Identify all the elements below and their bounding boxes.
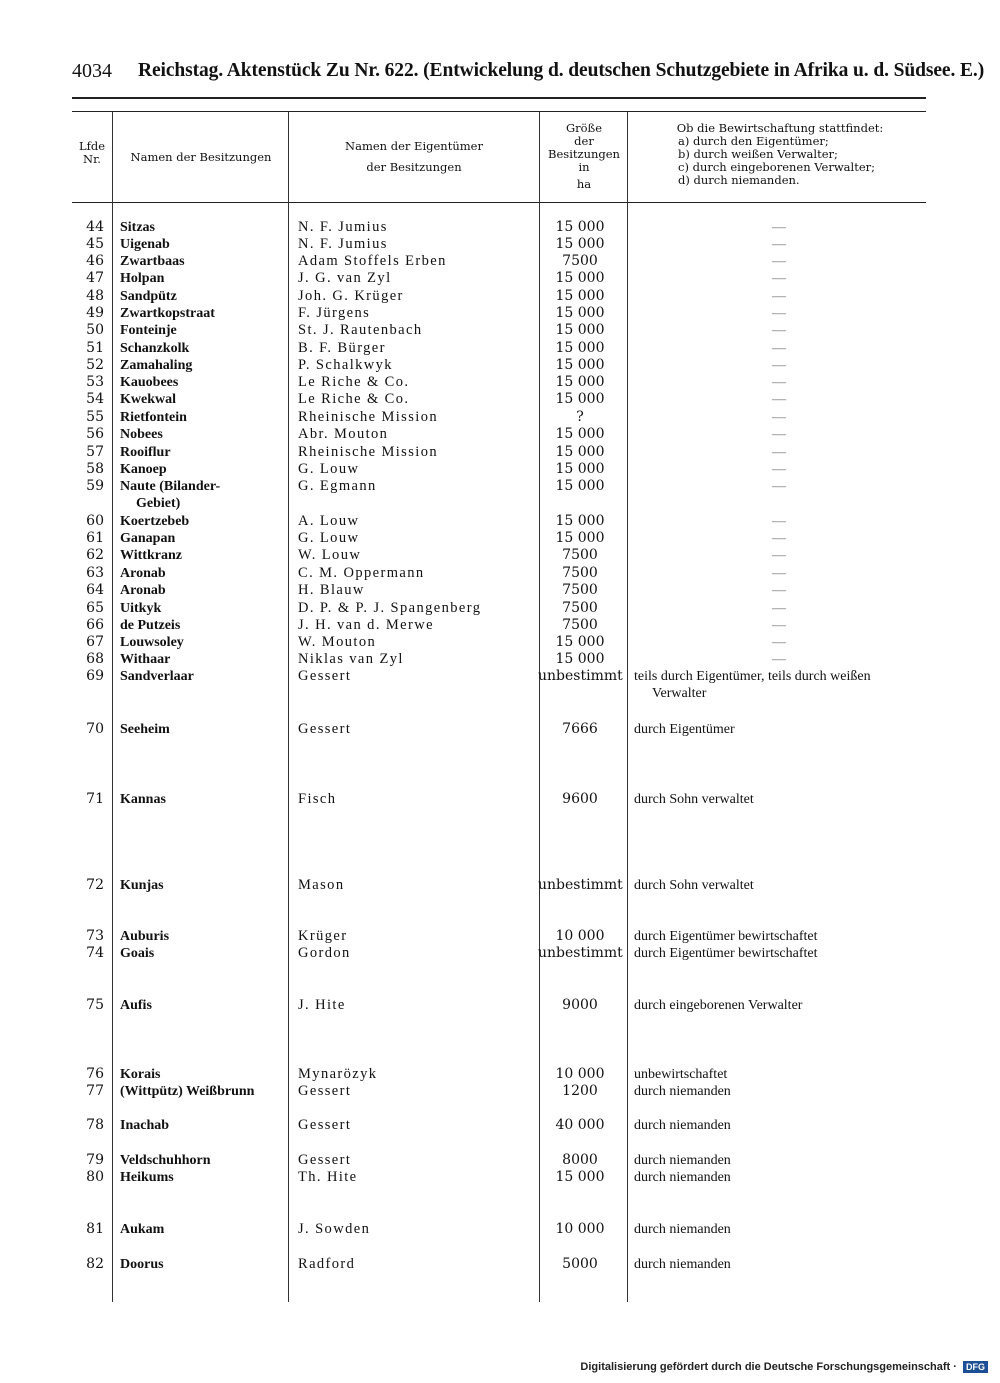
estate-size: 15 000 — [555, 270, 605, 286]
estate-name: Aukam — [120, 1222, 165, 1237]
estate-name: de Putzeis — [120, 618, 181, 633]
estate-name: Zwartbaas — [120, 254, 185, 269]
management-status: durch niemanden — [634, 1222, 731, 1237]
owner-name: St. J. Rautenbach — [298, 322, 423, 338]
column-header-nr — [74, 140, 110, 166]
owner-name: N. F. Jumius — [298, 219, 388, 235]
estate-size: 7500 — [562, 600, 598, 616]
row-number: 76 — [86, 1066, 104, 1082]
row-number: 45 — [86, 236, 104, 252]
row-number: 78 — [86, 1117, 104, 1133]
owner-name: Th. Hite — [298, 1169, 358, 1185]
estate-name: (Wittpütz) Weißbrunn — [120, 1084, 255, 1099]
estate-size: 15 000 — [555, 426, 605, 442]
row-number: 59 — [86, 478, 104, 494]
header-line: Namen der Eigentümer — [345, 139, 483, 153]
estate-name: Kunjas — [120, 878, 164, 893]
header-line: Ob die Bewirtschaftung stattfindet: — [676, 121, 884, 135]
column-header-owner — [292, 140, 536, 174]
column-divider — [288, 112, 289, 1302]
estate-size: 9600 — [562, 791, 598, 807]
owner-name: J. G. van Zyl — [298, 270, 392, 286]
estate-name: Louwsoley — [120, 635, 184, 650]
estate-size: 1200 — [562, 1083, 598, 1099]
header-line: Lfde — [78, 139, 106, 153]
row-number: 71 — [86, 791, 104, 807]
table-rule-header — [72, 202, 926, 203]
management-status: — — [772, 410, 786, 425]
owner-name: D. P. & P. J. Spangenberg — [298, 600, 482, 616]
management-status: — — [772, 548, 786, 563]
header-line: b) durch weißen Verwalter; — [678, 147, 838, 161]
estate-size: 7666 — [562, 721, 598, 737]
row-number: 56 — [86, 426, 104, 442]
header-line: ha — [576, 177, 592, 191]
row-number: 51 — [86, 340, 104, 356]
management-status: — — [772, 566, 786, 581]
row-number: 69 — [86, 668, 104, 684]
management-status: — — [772, 254, 786, 269]
estate-name: Heikums — [120, 1170, 174, 1185]
row-number: 80 — [86, 1169, 104, 1185]
owner-name: Gessert — [298, 668, 352, 684]
management-status: — — [772, 323, 786, 338]
management-status: — — [772, 392, 786, 407]
column-divider — [627, 112, 628, 1302]
estate-size: 15 000 — [555, 340, 605, 356]
management-status: durch Sohn verwaltet — [634, 878, 754, 893]
estate-size: 15 000 — [555, 357, 605, 373]
header-line: Nr. — [83, 152, 101, 166]
row-number: 66 — [86, 617, 104, 633]
header-line: c) durch eingeborenen Verwalter; — [678, 160, 875, 174]
management-status: — — [772, 220, 786, 235]
management-status: — — [772, 514, 786, 529]
estate-name: Seeheim — [120, 722, 170, 737]
owner-name: A. Louw — [298, 513, 360, 529]
header-line: der Besitzungen — [366, 160, 462, 174]
estate-size: 15 000 — [555, 444, 605, 460]
owner-name: Gessert — [298, 1152, 352, 1168]
estate-name: Veldschuhhorn — [120, 1153, 211, 1168]
estate-size: 15 000 — [555, 478, 605, 494]
header-line: in — [578, 160, 590, 174]
column-header-name — [116, 151, 286, 164]
management-status: durch Eigentümer bewirtschaftet — [634, 946, 818, 961]
estate-name: Aufis — [120, 998, 152, 1013]
estate-size: 8000 — [562, 1152, 598, 1168]
row-number: 62 — [86, 547, 104, 563]
row-number: 44 — [86, 219, 104, 235]
estate-name: Wittkranz — [120, 548, 182, 563]
estate-name: Kauobees — [120, 375, 179, 390]
owner-name: G. Egmann — [298, 478, 377, 494]
estate-name: Ganapan — [120, 531, 176, 546]
owner-name: Niklas van Zyl — [298, 651, 404, 667]
estate-size: 7500 — [562, 582, 598, 598]
owner-name: W. Louw — [298, 547, 362, 563]
management-status: durch niemanden — [634, 1118, 731, 1133]
estate-name: Koertzebeb — [120, 514, 190, 529]
estate-name: Doorus — [120, 1257, 164, 1272]
estate-size: 15 000 — [555, 461, 605, 477]
estate-size: 9000 — [562, 997, 598, 1013]
row-number: 49 — [86, 305, 104, 321]
estate-name-continued: Gebiet) — [136, 496, 181, 511]
owner-name: J. H. van d. Merwe — [298, 617, 434, 633]
estate-size: 15 000 — [555, 651, 605, 667]
management-status: durch Eigentümer bewirtschaftet — [634, 929, 818, 944]
row-number: 55 — [86, 409, 104, 425]
estate-size: 7500 — [562, 547, 598, 563]
column-divider — [112, 112, 113, 1302]
estate-size: 15 000 — [555, 305, 605, 321]
estate-size: 5000 — [562, 1256, 598, 1272]
management-status: teils durch Eigentümer, teils durch weißen — [634, 669, 871, 684]
row-number: 70 — [86, 721, 104, 737]
owner-name: Le Riche & Co. — [298, 374, 410, 390]
estate-size: 10 000 — [555, 1066, 605, 1082]
management-status: — — [772, 375, 786, 390]
estate-name: Kannas — [120, 792, 166, 807]
owner-name: B. F. Bürger — [298, 340, 386, 356]
estate-size: unbestimmt — [538, 877, 623, 893]
row-number: 74 — [86, 945, 104, 961]
management-status: durch niemanden — [634, 1257, 731, 1272]
owner-name: W. Mouton — [298, 634, 377, 650]
owner-name: G. Louw — [298, 530, 360, 546]
owner-name: P. Schalkwyk — [298, 357, 393, 373]
owner-name: Gessert — [298, 721, 352, 737]
owner-name: J. Hite — [298, 997, 346, 1013]
page-header — [72, 58, 985, 90]
row-number: 81 — [86, 1221, 104, 1237]
estate-size: 15 000 — [555, 634, 605, 650]
estate-name: Aronab — [120, 566, 166, 581]
estate-size: 7500 — [562, 617, 598, 633]
owner-name: Gessert — [298, 1117, 352, 1133]
row-number: 82 — [86, 1256, 104, 1272]
row-number: 48 — [86, 288, 104, 304]
estate-size: 15 000 — [555, 513, 605, 529]
estate-name: Auburis — [120, 929, 170, 944]
estate-size: 15 000 — [555, 374, 605, 390]
estate-name: Zamahaling — [120, 358, 193, 373]
header-rule-top — [72, 97, 926, 99]
management-status: — — [772, 445, 786, 460]
row-number: 75 — [86, 997, 104, 1013]
owner-name: Mason — [298, 877, 345, 893]
estate-name: Nobees — [120, 427, 163, 442]
estate-name: Korais — [120, 1067, 161, 1082]
management-status: — — [772, 479, 786, 494]
management-status: durch niemanden — [634, 1170, 731, 1185]
management-status: — — [772, 271, 786, 286]
row-number: 73 — [86, 928, 104, 944]
estate-name: Holpan — [120, 271, 165, 286]
row-number: 61 — [86, 530, 104, 546]
management-status: — — [772, 583, 786, 598]
estate-size: 40 000 — [555, 1117, 605, 1133]
management-status: — — [772, 306, 786, 321]
row-number: 68 — [86, 651, 104, 667]
row-number: 67 — [86, 634, 104, 650]
estate-name: Rooiflur — [120, 445, 171, 460]
estate-name: Naute (Bilander- — [120, 479, 221, 494]
row-number: 77 — [86, 1083, 104, 1099]
row-number: 52 — [86, 357, 104, 373]
estate-size: ? — [576, 409, 584, 425]
estate-name: Zwartkopstraat — [120, 306, 215, 321]
column-header-size — [541, 122, 627, 191]
management-status: durch niemanden — [634, 1084, 731, 1099]
row-number: 72 — [86, 877, 104, 893]
estate-size: unbestimmt — [538, 668, 623, 684]
management-status: — — [772, 618, 786, 633]
row-number: 57 — [86, 444, 104, 460]
estate-size: 15 000 — [555, 322, 605, 338]
management-status: — — [772, 601, 786, 616]
row-number: 64 — [86, 582, 104, 598]
estate-size: 7500 — [562, 565, 598, 581]
estate-size: 7500 — [562, 253, 598, 269]
estate-size: 15 000 — [555, 288, 605, 304]
table-rule-top — [72, 111, 926, 112]
column-header-management — [632, 122, 928, 187]
owner-name: Gordon — [298, 945, 351, 961]
estate-name: Kwekwal — [120, 392, 176, 407]
owner-name: Adam Stoffels Erben — [298, 253, 447, 269]
owner-name: Gessert — [298, 1083, 352, 1099]
row-number: 60 — [86, 513, 104, 529]
owner-name: Fisch — [298, 791, 337, 807]
estate-size: 15 000 — [555, 236, 605, 252]
owner-name: N. F. Jumius — [298, 236, 388, 252]
estate-name: Inachab — [120, 1118, 170, 1133]
page-title: Reichstag. Aktenstück Zu Nr. 622. (Entwickelung d. deutschen Schutzgebiete in Afrika u. d. Südsee. E.) — [138, 60, 985, 81]
estate-size: 10 000 — [555, 928, 605, 944]
management-status: — — [772, 635, 786, 650]
estate-name: Sandverlaar — [120, 669, 194, 684]
row-number: 54 — [86, 391, 104, 407]
header-line: Besitzungen — [548, 147, 620, 161]
estate-size: 15 000 — [555, 1169, 605, 1185]
page-number: 4034 — [72, 60, 112, 82]
owner-name: C. M. Oppermann — [298, 565, 425, 581]
management-status: — — [772, 341, 786, 356]
management-status: unbewirtschaftet — [634, 1067, 728, 1082]
estate-name: Sandpütz — [120, 289, 177, 304]
row-number: 79 — [86, 1152, 104, 1168]
estate-name: Goais — [120, 946, 155, 961]
estate-name: Sitzas — [120, 220, 155, 235]
management-status: — — [772, 462, 786, 477]
owner-name: F. Jürgens — [298, 305, 371, 321]
management-status: — — [772, 289, 786, 304]
estate-name: Uitkyk — [120, 601, 162, 616]
management-status: — — [772, 427, 786, 442]
row-number: 65 — [86, 600, 104, 616]
management-status-continued: Verwalter — [652, 686, 707, 701]
estate-size: 15 000 — [555, 530, 605, 546]
row-number: 58 — [86, 461, 104, 477]
estate-name: Withaar — [120, 652, 171, 667]
owner-name: H. Blauw — [298, 582, 365, 598]
header-line: d) durch niemanden. — [678, 173, 800, 187]
header-line: a) durch den Eigentümer; — [678, 134, 829, 148]
owner-name: Abr. Mouton — [298, 426, 389, 442]
header-line: der — [574, 134, 594, 148]
row-number: 47 — [86, 270, 104, 286]
estate-size: 10 000 — [555, 1221, 605, 1237]
footer-text: Digitalisierung gefördert durch die Deutsche Forschungsgemeinschaft — [580, 1361, 951, 1373]
row-number: 46 — [86, 253, 104, 269]
owner-name: Rheinische Mission — [298, 444, 438, 460]
row-number: 63 — [86, 565, 104, 581]
footer: Digitalisierung gefördert durch die Deutsche Forschungsgemeinschaft · DFG — [580, 1361, 988, 1373]
estate-name: Aronab — [120, 583, 166, 598]
management-status: — — [772, 237, 786, 252]
management-status: — — [772, 358, 786, 373]
row-number: 53 — [86, 374, 104, 390]
estate-size: 15 000 — [555, 219, 605, 235]
management-status: — — [772, 531, 786, 546]
row-number: 50 — [86, 322, 104, 338]
owner-name: Le Riche & Co. — [298, 391, 410, 407]
estate-size: unbestimmt — [538, 945, 623, 961]
header-line: Größe — [565, 121, 603, 135]
owner-name: Rheinische Mission — [298, 409, 438, 425]
management-status: durch eingeborenen Verwalter — [634, 998, 803, 1013]
management-status: durch niemanden — [634, 1153, 731, 1168]
estate-size: 15 000 — [555, 391, 605, 407]
estate-name: Kanoep — [120, 462, 167, 477]
owner-name: G. Louw — [298, 461, 360, 477]
management-status: durch Sohn verwaltet — [634, 792, 754, 807]
estate-name: Schanzkolk — [120, 341, 190, 356]
estate-name: Fonteinje — [120, 323, 177, 338]
owner-name: Krüger — [298, 928, 348, 944]
owner-name: Radford — [298, 1256, 356, 1272]
owner-name: J. Sowden — [298, 1221, 371, 1237]
estate-name: Rietfontein — [120, 410, 187, 425]
owner-name: Joh. G. Krüger — [298, 288, 404, 304]
header-line: Namen der Besitzungen — [130, 150, 272, 164]
dfg-logo: DFG — [963, 1361, 988, 1373]
estate-name: Uigenab — [120, 237, 170, 252]
management-status: durch Eigentümer — [634, 722, 735, 737]
management-status: — — [772, 652, 786, 667]
owner-name: Mynarözyk — [298, 1066, 378, 1082]
